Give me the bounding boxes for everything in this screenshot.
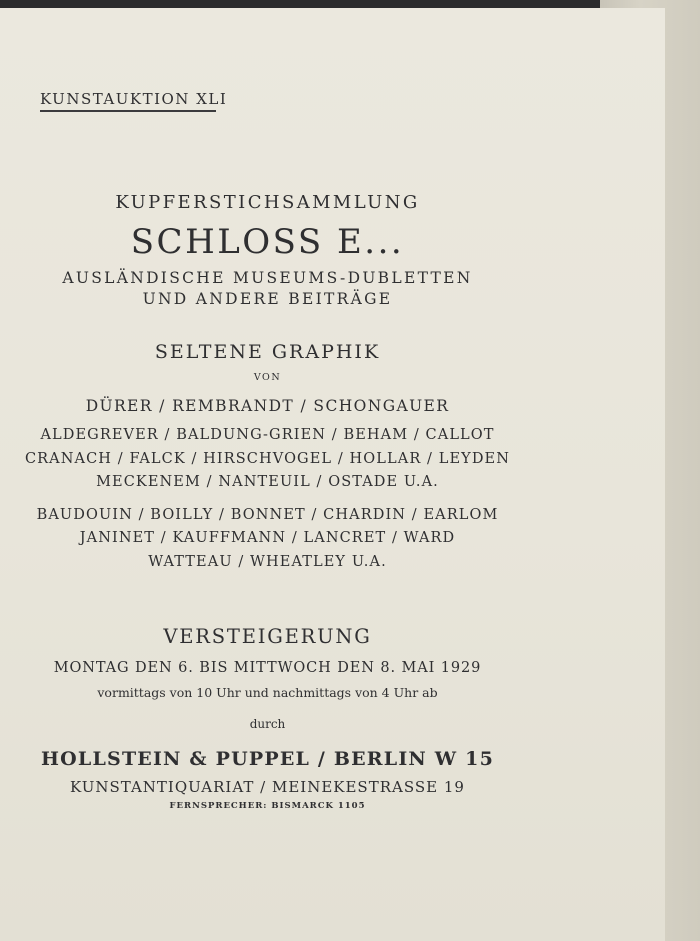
artists-line-3: CRANACH / FALCK / HIRSCHVOGEL / HOLLAR / LEYDEN <box>24 451 511 467</box>
graphics-heading: SELTENE GRAPHIK <box>154 341 381 363</box>
auction-dates: MONTAG DEN 6. BIS MITTWOCH DEN 8. MAI 1929 <box>53 660 482 676</box>
subtitle-line-1: AUSLÄNDISCHE MUSEUMS-DUBLETTEN <box>62 269 473 287</box>
auction-house-address: KUNSTANTIQUARIAT / MEINEKESTRASSE 19 <box>70 778 465 796</box>
catalog-title-page <box>0 8 665 941</box>
series-underline <box>40 110 216 112</box>
von-label: VON <box>253 372 282 383</box>
collection-title: SCHLOSS E... <box>130 222 405 262</box>
auction-house-name: HOLLSTEIN & PUPPEL / BERLIN W 15 <box>41 748 494 770</box>
auction-times: vormittags von 10 Uhr und nachmittags von 4 Uhr ab <box>97 685 438 700</box>
auction-house-phone: FERNSPRECHER: BISMARCK 1105 <box>169 801 366 811</box>
artists-line-6: JANINET / KAUFFMANN / LANCRET / WARD <box>79 530 456 546</box>
subtitle-line-2: UND ANDERE BEITRÄGE <box>142 290 393 308</box>
durch-label: durch <box>249 717 286 731</box>
series-label: KUNSTAUKTION XLI <box>40 90 228 108</box>
collection-label: KUPFERSTICHSAMMLUNG <box>115 192 420 213</box>
artists-line-5: BAUDOUIN / BOILLY / BONNET / CHARDIN / EARLOM <box>36 507 499 523</box>
auction-heading: VERSTEIGERUNG <box>163 625 372 648</box>
artists-line-1: DÜRER / REMBRANDT / SCHONGAUER <box>85 397 450 415</box>
artists-line-2: ALDEGREVER / BALDUNG-GRIEN / BEHAM / CALLOT <box>40 427 495 443</box>
artists-line-7: WATTEAU / WHEATLEY U.A. <box>148 554 387 570</box>
artists-line-4: MECKENEM / NANTEUIL / OSTADE U.A. <box>96 474 439 490</box>
